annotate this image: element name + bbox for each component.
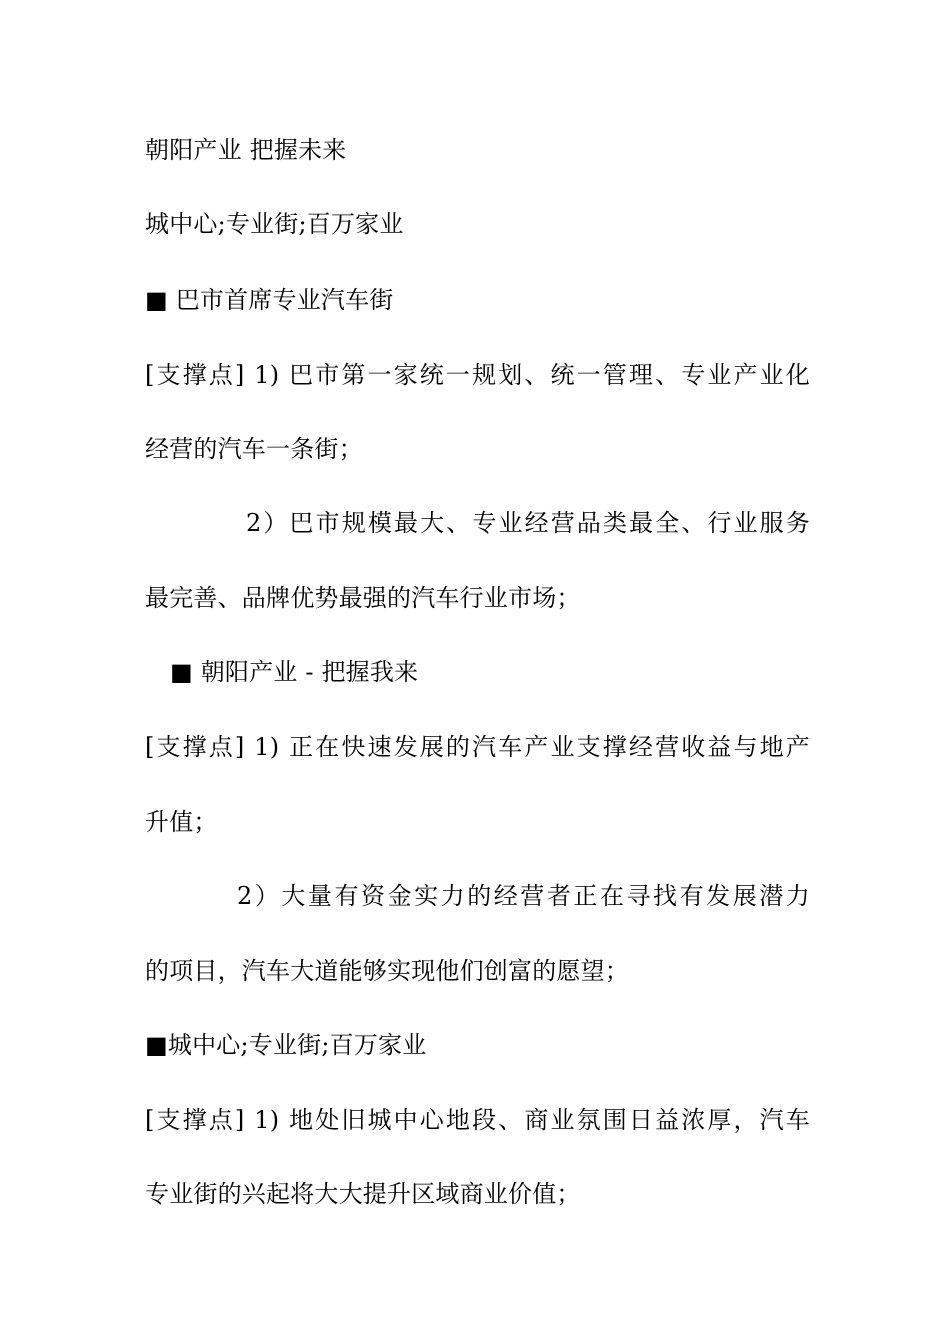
body-line: 专业街的兴起将大大提升区域商业价值； (145, 1180, 581, 1208)
bullet-heading: ■ 巴市首席专业汽车街 (145, 286, 394, 314)
body-line: [支撑点] 1) 地处旧城中心地段、商业氛围日益浓厚，汽车 (145, 1106, 810, 1134)
body-line: 经营的汽车一条街； (145, 435, 363, 463)
body-line: 的项目，汽车大道能够实现他们创富的愿望； (145, 957, 629, 985)
heading-line: 朝阳产业 把握未来 (145, 136, 347, 164)
bullet-heading: ■ 朝阳产业 - 把握我来 (170, 658, 419, 686)
body-line: 2）巴市规模最大、专业经营品类最全、行业服务 (246, 509, 810, 537)
body-line: 升值； (145, 808, 218, 836)
bullet-heading: ■城中心;专业街;百万家业 (145, 1031, 427, 1059)
body-line: 2）大量有资金实力的经营者正在寻找有发展潜力 (237, 882, 810, 910)
body-line: [支撑点] 1) 正在快速发展的汽车产业支撑经营收益与地产 (145, 733, 810, 761)
body-line: [支撑点] 1) 巴市第一家统一规划、统一管理、专业产业化 (145, 361, 810, 389)
subheading-line: 城中心;专业街;百万家业 (145, 210, 404, 238)
body-line: 最完善、品牌优势最强的汽车行业市场； (145, 584, 581, 612)
